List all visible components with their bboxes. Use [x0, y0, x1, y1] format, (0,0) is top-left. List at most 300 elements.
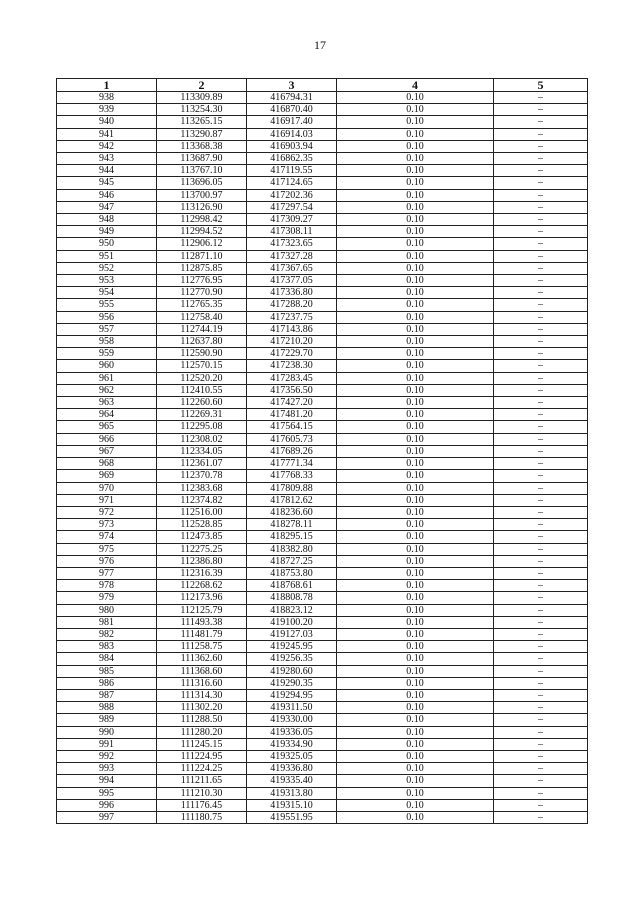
note-cell: –: [494, 275, 588, 287]
note-cell: –: [494, 214, 588, 226]
point-number-cell: 983: [57, 641, 157, 653]
y-coordinate-cell: 417377.05: [247, 275, 337, 287]
point-number-cell: 954: [57, 287, 157, 299]
y-coordinate-cell: 419313.80: [247, 787, 337, 799]
note-cell: –: [494, 323, 588, 335]
column-header-1: 1: [57, 79, 157, 92]
point-number-cell: 984: [57, 653, 157, 665]
table-row: [57, 116, 588, 128]
note-cell: –: [494, 189, 588, 201]
y-coordinate-cell: 419325.05: [247, 750, 337, 762]
y-coordinate-cell: 417288.20: [247, 299, 337, 311]
note-cell: –: [494, 153, 588, 165]
table-row: [57, 616, 588, 628]
table-row: [57, 372, 588, 384]
x-coordinate-cell: 112269.31: [157, 409, 247, 421]
point-number-cell: 992: [57, 750, 157, 762]
x-coordinate-cell: 112361.07: [157, 458, 247, 470]
note-cell: –: [494, 372, 588, 384]
point-number-cell: 977: [57, 567, 157, 579]
y-coordinate-cell: 419127.03: [247, 628, 337, 640]
table-row: [57, 726, 588, 738]
accuracy-cell: 0.10: [337, 567, 494, 579]
accuracy-cell: 0.10: [337, 616, 494, 628]
column-header-5: 5: [494, 79, 588, 92]
point-number-cell: 989: [57, 714, 157, 726]
y-coordinate-cell: 417202.36: [247, 189, 337, 201]
y-coordinate-cell: 418808.78: [247, 592, 337, 604]
point-number-cell: 976: [57, 555, 157, 567]
accuracy-cell: 0.10: [337, 384, 494, 396]
y-coordinate-cell: 417427.20: [247, 397, 337, 409]
y-coordinate-cell: 419336.05: [247, 726, 337, 738]
y-coordinate-cell: 418295.15: [247, 531, 337, 543]
accuracy-cell: 0.10: [337, 92, 494, 104]
point-number-cell: 991: [57, 738, 157, 750]
point-number-cell: 965: [57, 421, 157, 433]
accuracy-cell: 0.10: [337, 482, 494, 494]
y-coordinate-cell: 416914.03: [247, 128, 337, 140]
point-number-cell: 948: [57, 214, 157, 226]
point-number-cell: 962: [57, 384, 157, 396]
accuracy-cell: 0.10: [337, 189, 494, 201]
x-coordinate-cell: 112410.55: [157, 384, 247, 396]
accuracy-cell: 0.10: [337, 787, 494, 799]
table-row: [57, 360, 588, 372]
note-cell: –: [494, 580, 588, 592]
x-coordinate-cell: 112383.68: [157, 482, 247, 494]
x-coordinate-cell: 112316.39: [157, 567, 247, 579]
note-cell: –: [494, 775, 588, 787]
x-coordinate-cell: 112125.79: [157, 604, 247, 616]
note-cell: –: [494, 360, 588, 372]
x-coordinate-cell: 113126.90: [157, 201, 247, 213]
y-coordinate-cell: 419100.20: [247, 616, 337, 628]
point-number-cell: 958: [57, 336, 157, 348]
y-coordinate-cell: 418753.80: [247, 567, 337, 579]
x-coordinate-cell: 112268.62: [157, 580, 247, 592]
x-coordinate-cell: 113290.87: [157, 128, 247, 140]
point-number-cell: 941: [57, 128, 157, 140]
x-coordinate-cell: 112770.90: [157, 287, 247, 299]
x-coordinate-cell: 111362.60: [157, 653, 247, 665]
x-coordinate-cell: 112871.10: [157, 250, 247, 262]
table-row: [57, 421, 588, 433]
point-number-cell: 950: [57, 238, 157, 250]
y-coordinate-cell: 418278.11: [247, 519, 337, 531]
accuracy-cell: 0.10: [337, 287, 494, 299]
point-number-cell: 970: [57, 482, 157, 494]
accuracy-cell: 0.10: [337, 750, 494, 762]
y-coordinate-cell: 417323.65: [247, 238, 337, 250]
note-cell: –: [494, 433, 588, 445]
point-number-cell: 939: [57, 104, 157, 116]
note-cell: –: [494, 531, 588, 543]
table-row: [57, 689, 588, 701]
y-coordinate-cell: 417356.50: [247, 384, 337, 396]
y-coordinate-cell: 418727.25: [247, 555, 337, 567]
note-cell: –: [494, 397, 588, 409]
note-cell: –: [494, 677, 588, 689]
accuracy-cell: 0.10: [337, 628, 494, 640]
y-coordinate-cell: 418823.12: [247, 604, 337, 616]
y-coordinate-cell: 417809.88: [247, 482, 337, 494]
note-cell: –: [494, 445, 588, 457]
accuracy-cell: 0.10: [337, 445, 494, 457]
table-row: [57, 250, 588, 262]
point-number-cell: 985: [57, 665, 157, 677]
y-coordinate-cell: 417367.65: [247, 262, 337, 274]
point-number-cell: 938: [57, 92, 157, 104]
x-coordinate-cell: 112744.19: [157, 323, 247, 335]
note-cell: –: [494, 641, 588, 653]
table-row: [57, 384, 588, 396]
table-row: [57, 714, 588, 726]
accuracy-cell: 0.10: [337, 238, 494, 250]
x-coordinate-cell: 113368.38: [157, 140, 247, 152]
y-coordinate-cell: 419335.40: [247, 775, 337, 787]
accuracy-cell: 0.10: [337, 299, 494, 311]
note-cell: –: [494, 287, 588, 299]
table-row: [57, 787, 588, 799]
table-row: [57, 262, 588, 274]
y-coordinate-cell: 417238.30: [247, 360, 337, 372]
coordinates-table: [56, 78, 588, 824]
accuracy-cell: 0.10: [337, 702, 494, 714]
table-row: [57, 580, 588, 592]
column-header-4: 4: [337, 79, 494, 92]
x-coordinate-cell: 113700.97: [157, 189, 247, 201]
x-coordinate-cell: 111245.15: [157, 738, 247, 750]
accuracy-cell: 0.10: [337, 592, 494, 604]
note-cell: –: [494, 92, 588, 104]
accuracy-cell: 0.10: [337, 262, 494, 274]
table-row: [57, 738, 588, 750]
x-coordinate-cell: 111302.20: [157, 702, 247, 714]
y-coordinate-cell: 418768.61: [247, 580, 337, 592]
column-header-3: 3: [247, 79, 337, 92]
accuracy-cell: 0.10: [337, 177, 494, 189]
accuracy-cell: 0.10: [337, 348, 494, 360]
point-number-cell: 990: [57, 726, 157, 738]
y-coordinate-cell: 416870.40: [247, 104, 337, 116]
point-number-cell: 975: [57, 543, 157, 555]
x-coordinate-cell: 111224.25: [157, 763, 247, 775]
point-number-cell: 947: [57, 201, 157, 213]
table-row: [57, 641, 588, 653]
y-coordinate-cell: 417771.34: [247, 458, 337, 470]
accuracy-cell: 0.10: [337, 153, 494, 165]
accuracy-cell: 0.10: [337, 323, 494, 335]
point-number-cell: 963: [57, 397, 157, 409]
accuracy-cell: 0.10: [337, 165, 494, 177]
table-row: [57, 775, 588, 787]
accuracy-cell: 0.10: [337, 214, 494, 226]
y-coordinate-cell: 418382.80: [247, 543, 337, 555]
table-row: [57, 165, 588, 177]
table-row: [57, 189, 588, 201]
point-number-cell: 987: [57, 689, 157, 701]
accuracy-cell: 0.10: [337, 665, 494, 677]
y-coordinate-cell: 417812.62: [247, 494, 337, 506]
x-coordinate-cell: 113687.90: [157, 153, 247, 165]
note-cell: –: [494, 299, 588, 311]
accuracy-cell: 0.10: [337, 409, 494, 421]
x-coordinate-cell: 112275.25: [157, 543, 247, 555]
note-cell: –: [494, 763, 588, 775]
table-row: [57, 348, 588, 360]
table-row: [57, 287, 588, 299]
accuracy-cell: 0.10: [337, 116, 494, 128]
point-number-cell: 943: [57, 153, 157, 165]
note-cell: –: [494, 165, 588, 177]
table-row: [57, 567, 588, 579]
table-row: [57, 628, 588, 640]
table-row: [57, 750, 588, 762]
note-cell: –: [494, 177, 588, 189]
accuracy-cell: 0.10: [337, 531, 494, 543]
y-coordinate-cell: 416862.35: [247, 153, 337, 165]
x-coordinate-cell: 112473.85: [157, 531, 247, 543]
note-cell: –: [494, 482, 588, 494]
y-coordinate-cell: 417229.70: [247, 348, 337, 360]
table-row: [57, 275, 588, 287]
accuracy-cell: 0.10: [337, 677, 494, 689]
table-row: [57, 470, 588, 482]
point-number-cell: 949: [57, 226, 157, 238]
y-coordinate-cell: 417297.54: [247, 201, 337, 213]
y-coordinate-cell: 417327.28: [247, 250, 337, 262]
note-cell: –: [494, 726, 588, 738]
x-coordinate-cell: 111316.60: [157, 677, 247, 689]
accuracy-cell: 0.10: [337, 689, 494, 701]
x-coordinate-cell: 113265.15: [157, 116, 247, 128]
table-row: [57, 323, 588, 335]
page-number: 17: [314, 38, 326, 52]
x-coordinate-cell: 111180.75: [157, 811, 247, 823]
x-coordinate-cell: 111481.79: [157, 628, 247, 640]
y-coordinate-cell: 416794.31: [247, 92, 337, 104]
table-row: [57, 494, 588, 506]
note-cell: –: [494, 384, 588, 396]
x-coordinate-cell: 112386.80: [157, 555, 247, 567]
table-row: [57, 104, 588, 116]
note-cell: –: [494, 201, 588, 213]
accuracy-cell: 0.10: [337, 226, 494, 238]
x-coordinate-cell: 113696.05: [157, 177, 247, 189]
x-coordinate-cell: 112528.85: [157, 519, 247, 531]
accuracy-cell: 0.10: [337, 104, 494, 116]
y-coordinate-cell: 417308.11: [247, 226, 337, 238]
table-row: [57, 238, 588, 250]
table-row: [57, 763, 588, 775]
x-coordinate-cell: 113309.89: [157, 92, 247, 104]
accuracy-cell: 0.10: [337, 775, 494, 787]
x-coordinate-cell: 112260.60: [157, 397, 247, 409]
accuracy-cell: 0.10: [337, 653, 494, 665]
x-coordinate-cell: 112570.15: [157, 360, 247, 372]
table-row: [57, 592, 588, 604]
note-cell: –: [494, 348, 588, 360]
note-cell: –: [494, 494, 588, 506]
x-coordinate-cell: 113767.10: [157, 165, 247, 177]
note-cell: –: [494, 604, 588, 616]
note-cell: –: [494, 336, 588, 348]
y-coordinate-cell: 417309.27: [247, 214, 337, 226]
x-coordinate-cell: 112590.90: [157, 348, 247, 360]
note-cell: –: [494, 592, 588, 604]
note-cell: –: [494, 799, 588, 811]
point-number-cell: 940: [57, 116, 157, 128]
accuracy-cell: 0.10: [337, 250, 494, 262]
table-row: [57, 201, 588, 213]
note-cell: –: [494, 262, 588, 274]
table-row: [57, 799, 588, 811]
note-cell: –: [494, 470, 588, 482]
y-coordinate-cell: 419336.80: [247, 763, 337, 775]
point-number-cell: 953: [57, 275, 157, 287]
accuracy-cell: 0.10: [337, 458, 494, 470]
table-row: [57, 409, 588, 421]
accuracy-cell: 0.10: [337, 494, 494, 506]
note-cell: –: [494, 238, 588, 250]
table-row: [57, 445, 588, 457]
note-cell: –: [494, 506, 588, 518]
table-row: [57, 653, 588, 665]
note-cell: –: [494, 555, 588, 567]
y-coordinate-cell: 417210.20: [247, 336, 337, 348]
table-row: [57, 531, 588, 543]
point-number-cell: 978: [57, 580, 157, 592]
accuracy-cell: 0.10: [337, 397, 494, 409]
point-number-cell: 980: [57, 604, 157, 616]
table-row: [57, 677, 588, 689]
point-number-cell: 982: [57, 628, 157, 640]
x-coordinate-cell: 111210.30: [157, 787, 247, 799]
note-cell: –: [494, 628, 588, 640]
accuracy-cell: 0.10: [337, 140, 494, 152]
x-coordinate-cell: 112334.05: [157, 445, 247, 457]
y-coordinate-cell: 419334.90: [247, 738, 337, 750]
note-cell: –: [494, 616, 588, 628]
point-number-cell: 981: [57, 616, 157, 628]
point-number-cell: 988: [57, 702, 157, 714]
y-coordinate-cell: 417605.73: [247, 433, 337, 445]
x-coordinate-cell: 111280.20: [157, 726, 247, 738]
table-row: [57, 702, 588, 714]
table-row: [57, 128, 588, 140]
point-number-cell: 997: [57, 811, 157, 823]
point-number-cell: 946: [57, 189, 157, 201]
table-row: [57, 299, 588, 311]
x-coordinate-cell: 111314.30: [157, 689, 247, 701]
x-coordinate-cell: 112765.35: [157, 299, 247, 311]
point-number-cell: 994: [57, 775, 157, 787]
table-row: [57, 140, 588, 152]
table-row: [57, 153, 588, 165]
table-row: [57, 482, 588, 494]
y-coordinate-cell: 419330.00: [247, 714, 337, 726]
note-cell: –: [494, 409, 588, 421]
x-coordinate-cell: 113254.30: [157, 104, 247, 116]
x-coordinate-cell: 112994.52: [157, 226, 247, 238]
point-number-cell: 955: [57, 299, 157, 311]
point-number-cell: 968: [57, 458, 157, 470]
table-row: [57, 433, 588, 445]
accuracy-cell: 0.10: [337, 714, 494, 726]
note-cell: –: [494, 116, 588, 128]
y-coordinate-cell: 417564.15: [247, 421, 337, 433]
point-number-cell: 952: [57, 262, 157, 274]
table-row: [57, 811, 588, 823]
accuracy-cell: 0.10: [337, 726, 494, 738]
x-coordinate-cell: 112295.08: [157, 421, 247, 433]
x-coordinate-cell: 111493.38: [157, 616, 247, 628]
y-coordinate-cell: 417481.20: [247, 409, 337, 421]
x-coordinate-cell: 112374.82: [157, 494, 247, 506]
y-coordinate-cell: 418236.60: [247, 506, 337, 518]
x-coordinate-cell: 111258.75: [157, 641, 247, 653]
y-coordinate-cell: 417283.45: [247, 372, 337, 384]
point-number-cell: 969: [57, 470, 157, 482]
note-cell: –: [494, 567, 588, 579]
accuracy-cell: 0.10: [337, 336, 494, 348]
y-coordinate-cell: 417768.33: [247, 470, 337, 482]
accuracy-cell: 0.10: [337, 763, 494, 775]
point-number-cell: 957: [57, 323, 157, 335]
y-coordinate-cell: 417336.80: [247, 287, 337, 299]
point-number-cell: 944: [57, 165, 157, 177]
x-coordinate-cell: 112637.80: [157, 336, 247, 348]
note-cell: –: [494, 665, 588, 677]
accuracy-cell: 0.10: [337, 811, 494, 823]
accuracy-cell: 0.10: [337, 580, 494, 592]
point-number-cell: 973: [57, 519, 157, 531]
note-cell: –: [494, 702, 588, 714]
accuracy-cell: 0.10: [337, 604, 494, 616]
y-coordinate-cell: 417124.65: [247, 177, 337, 189]
note-cell: –: [494, 714, 588, 726]
table-row: [57, 458, 588, 470]
point-number-cell: 979: [57, 592, 157, 604]
note-cell: –: [494, 543, 588, 555]
x-coordinate-cell: 112758.40: [157, 311, 247, 323]
point-number-cell: 960: [57, 360, 157, 372]
table-row: [57, 506, 588, 518]
x-coordinate-cell: 112906.12: [157, 238, 247, 250]
accuracy-cell: 0.10: [337, 738, 494, 750]
accuracy-cell: 0.10: [337, 311, 494, 323]
point-number-cell: 961: [57, 372, 157, 384]
y-coordinate-cell: 419311.50: [247, 702, 337, 714]
accuracy-cell: 0.10: [337, 641, 494, 653]
accuracy-cell: 0.10: [337, 470, 494, 482]
table-row: [57, 397, 588, 409]
table-row: [57, 543, 588, 555]
point-number-cell: 951: [57, 250, 157, 262]
note-cell: –: [494, 250, 588, 262]
x-coordinate-cell: 111224.95: [157, 750, 247, 762]
y-coordinate-cell: 419280.60: [247, 665, 337, 677]
accuracy-cell: 0.10: [337, 543, 494, 555]
point-number-cell: 956: [57, 311, 157, 323]
note-cell: –: [494, 226, 588, 238]
table-row: [57, 336, 588, 348]
table-row: [57, 519, 588, 531]
accuracy-cell: 0.10: [337, 555, 494, 567]
accuracy-cell: 0.10: [337, 506, 494, 518]
point-number-cell: 945: [57, 177, 157, 189]
